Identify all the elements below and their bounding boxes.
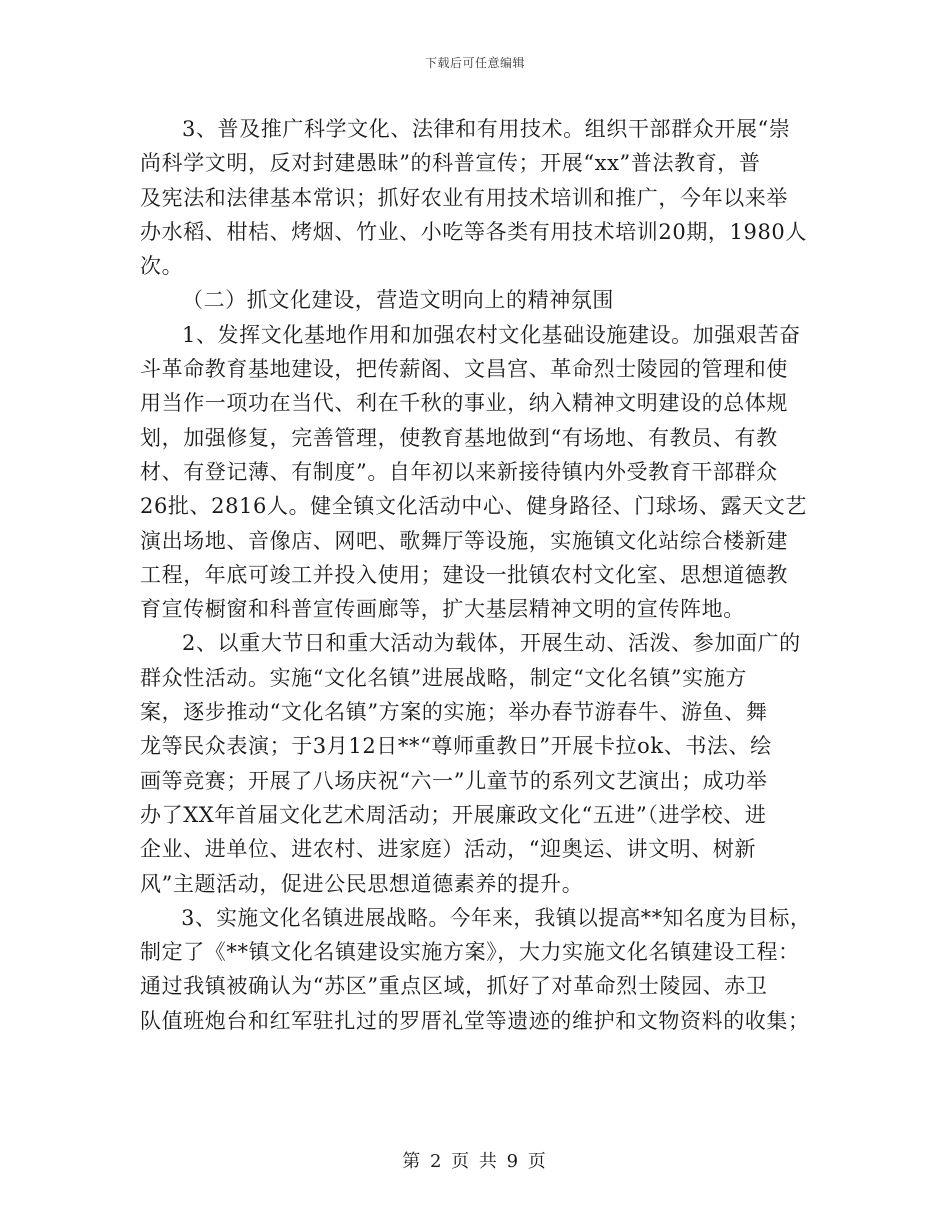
text-line: （二）抓文化建设，营造文明向上的精神氛围 [182,288,614,313]
text-line: 划，加强修复，完善管理，使教育基地做到“有场地、有教员、有教 [140,425,778,450]
text-line: 工程，年底可竣工并投入使用；建设一批镇农村文化室、思想道德教 [140,562,788,587]
text-line: 办水稻、柑桔、烤烟、竹业、小吃等各类有用技术培训20期，1980人 [140,219,807,244]
text-line: 用当作一项功在当代、利在千秋的事业，纳入精神文明建设的总体规 [140,391,788,416]
text-line: 3、普及推广科学文化、法律和有用技术。组织干部群众开展“崇 [182,117,791,141]
text-line: 及宪法和法律基本常识；抓好农业有用技术培训和推广，今年以来举 [140,185,788,210]
text-line: 制定了《**镇文化名镇建设实施方案》，大力实施文化名镇建设工程： [140,940,800,965]
text-line: 1、发挥文化基地作用和加强农村文化基础设施建设。加强艰苦奋 [182,322,801,347]
text-line: 材、有登记薄、有制度”。自年初以来新接待镇内外受教育干部群众 [140,459,778,484]
text-line: 斗革命教育基地建设，把传薪阁、文昌宫、革命烈士陵园的管理和使 [140,357,788,382]
text-line: 3、实施文化名镇进展战略。今年来，我镇以提高**知名度为目标， [181,905,812,930]
page-footer: 第 2 页 共 9 页 [402,1151,548,1172]
text-line: 办了XX年首届文化艺术周活动；开展廉政文化“五进”（进学校、进 [140,802,767,827]
header-note: 下载后可任意编辑 [424,56,525,70]
text-line: 案，逐步推动“文化名镇”方案的实施；举办春节游春牛、游鱼、舞 [140,700,768,725]
text-line: 画等竞赛；开展了八场庆祝“六一”儿童节的系列文艺演出；成功举 [140,768,768,793]
text-line: 2、以重大节日和重大活动为载体，开展生动、活泼、参加面广的 [182,631,801,656]
text-line: 群众性活动。实施“文化名镇”进展战略，制定“文化名镇”实施方 [140,665,747,690]
text-line: 队值班炮台和红军驻扎过的罗厝礼堂等遗迹的维护和文物资料的收集； [140,1008,810,1033]
document-body [140,112,812,1038]
text-line: 通过我镇被确认为“苏区”重点区域，抓好了对革命烈士陵园、赤卫 [140,974,768,999]
text-line: 企业、进单位、进农村、进家庭）活动，“迎奥运、讲文明、树新 [140,837,757,862]
text-line: 26批、2816人。健全镇文化活动中心、健身路径、门球场、露天文艺 [140,494,807,519]
text-line: 演出场地、音像店、网吧、歌舞厅等设施，实施镇文化站综合楼新建 [140,528,788,553]
text-line: 尚科学文明，反对封建愚昧”的科普宣传；开展“xx”普法教育，普 [140,151,761,176]
text-line: 风”主题活动，促进公民思想道德素养的提升。 [140,871,584,896]
text-line: 龙等民众表演；于3月12日**“尊师重教日”开展卡拉ok、书法、绘 [140,734,772,759]
text-line: 次。 [140,254,184,279]
text-line: 育宣传橱窗和科普宣传画廊等，扩大基层精神文明的宣传阵地。 [140,597,745,622]
